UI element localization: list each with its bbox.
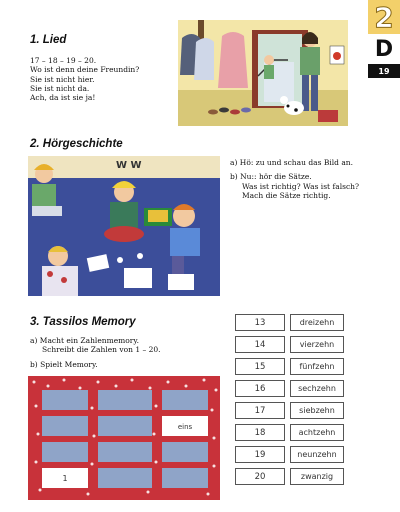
card-number: 1 <box>62 474 68 483</box>
card-word: eins <box>177 423 193 431</box>
lyric-line: 17 – 18 – 19 – 20. <box>30 56 97 65</box>
section-2-title: 2. Hörgeschichte <box>30 138 123 150</box>
memory-number: 20 <box>235 468 285 485</box>
instruction-b-line2: Was ist richtig? Was ist falsch? <box>242 181 359 191</box>
instruction-a-line2: Schreibt die Zahlen von 1 – 20. <box>42 345 161 355</box>
lyric-line: Sie ist nicht hier. <box>30 74 95 84</box>
instruction-b-line3: Mach die Sätze richtig. <box>242 190 331 200</box>
section-3-title: 3. Tassilos Memory <box>30 316 136 328</box>
illustration-memory-cards <box>28 376 220 500</box>
memory-number: 19 <box>235 446 285 463</box>
unit-number: 2 <box>368 0 400 34</box>
memory-word: dreizehn <box>290 314 344 331</box>
chapter-tab <box>368 0 400 80</box>
memory-word: zwanzig <box>290 468 344 485</box>
memory-number: 14 <box>235 336 285 353</box>
lyric-line: Sie ist nicht da. <box>30 83 90 93</box>
section-letter: D <box>368 34 400 64</box>
illustration-children-playing <box>28 156 220 296</box>
memory-number: 16 <box>235 380 285 397</box>
illustration-hallway <box>178 20 348 126</box>
section-1-title: 1. Lied <box>30 34 67 46</box>
instruction-a: a) Hö: zu und schau das Bild an. <box>230 158 354 167</box>
memory-word: achtzehn <box>290 424 344 441</box>
memory-instructions <box>30 336 161 369</box>
memory-number: 17 <box>235 402 285 419</box>
memory-word: fünfzehn <box>290 358 344 375</box>
memory-number: 13 <box>235 314 285 331</box>
instruction-a: a) Macht ein Zahlenmemory. <box>30 336 139 345</box>
instruction-b: b) Nu:: hör die Sätze. <box>230 172 312 182</box>
memory-word: sechzehn <box>290 380 344 397</box>
memory-word: vierzehn <box>290 336 344 353</box>
memory-word: siebzehn <box>290 402 344 419</box>
lyric-line: Ach, da ist sie ja! <box>30 93 96 103</box>
wall-letters: W W <box>116 160 142 171</box>
memory-number: 18 <box>235 424 285 441</box>
song-lyrics <box>30 56 139 102</box>
memory-number: 15 <box>235 358 285 375</box>
lyric-line: Wo ist denn deine Freundin? <box>30 65 140 75</box>
page-number: 19 <box>368 64 400 78</box>
listening-instructions <box>230 158 359 200</box>
instruction-b: b) Spielt Memory. <box>30 359 98 369</box>
memory-word: neunzehn <box>290 446 344 463</box>
